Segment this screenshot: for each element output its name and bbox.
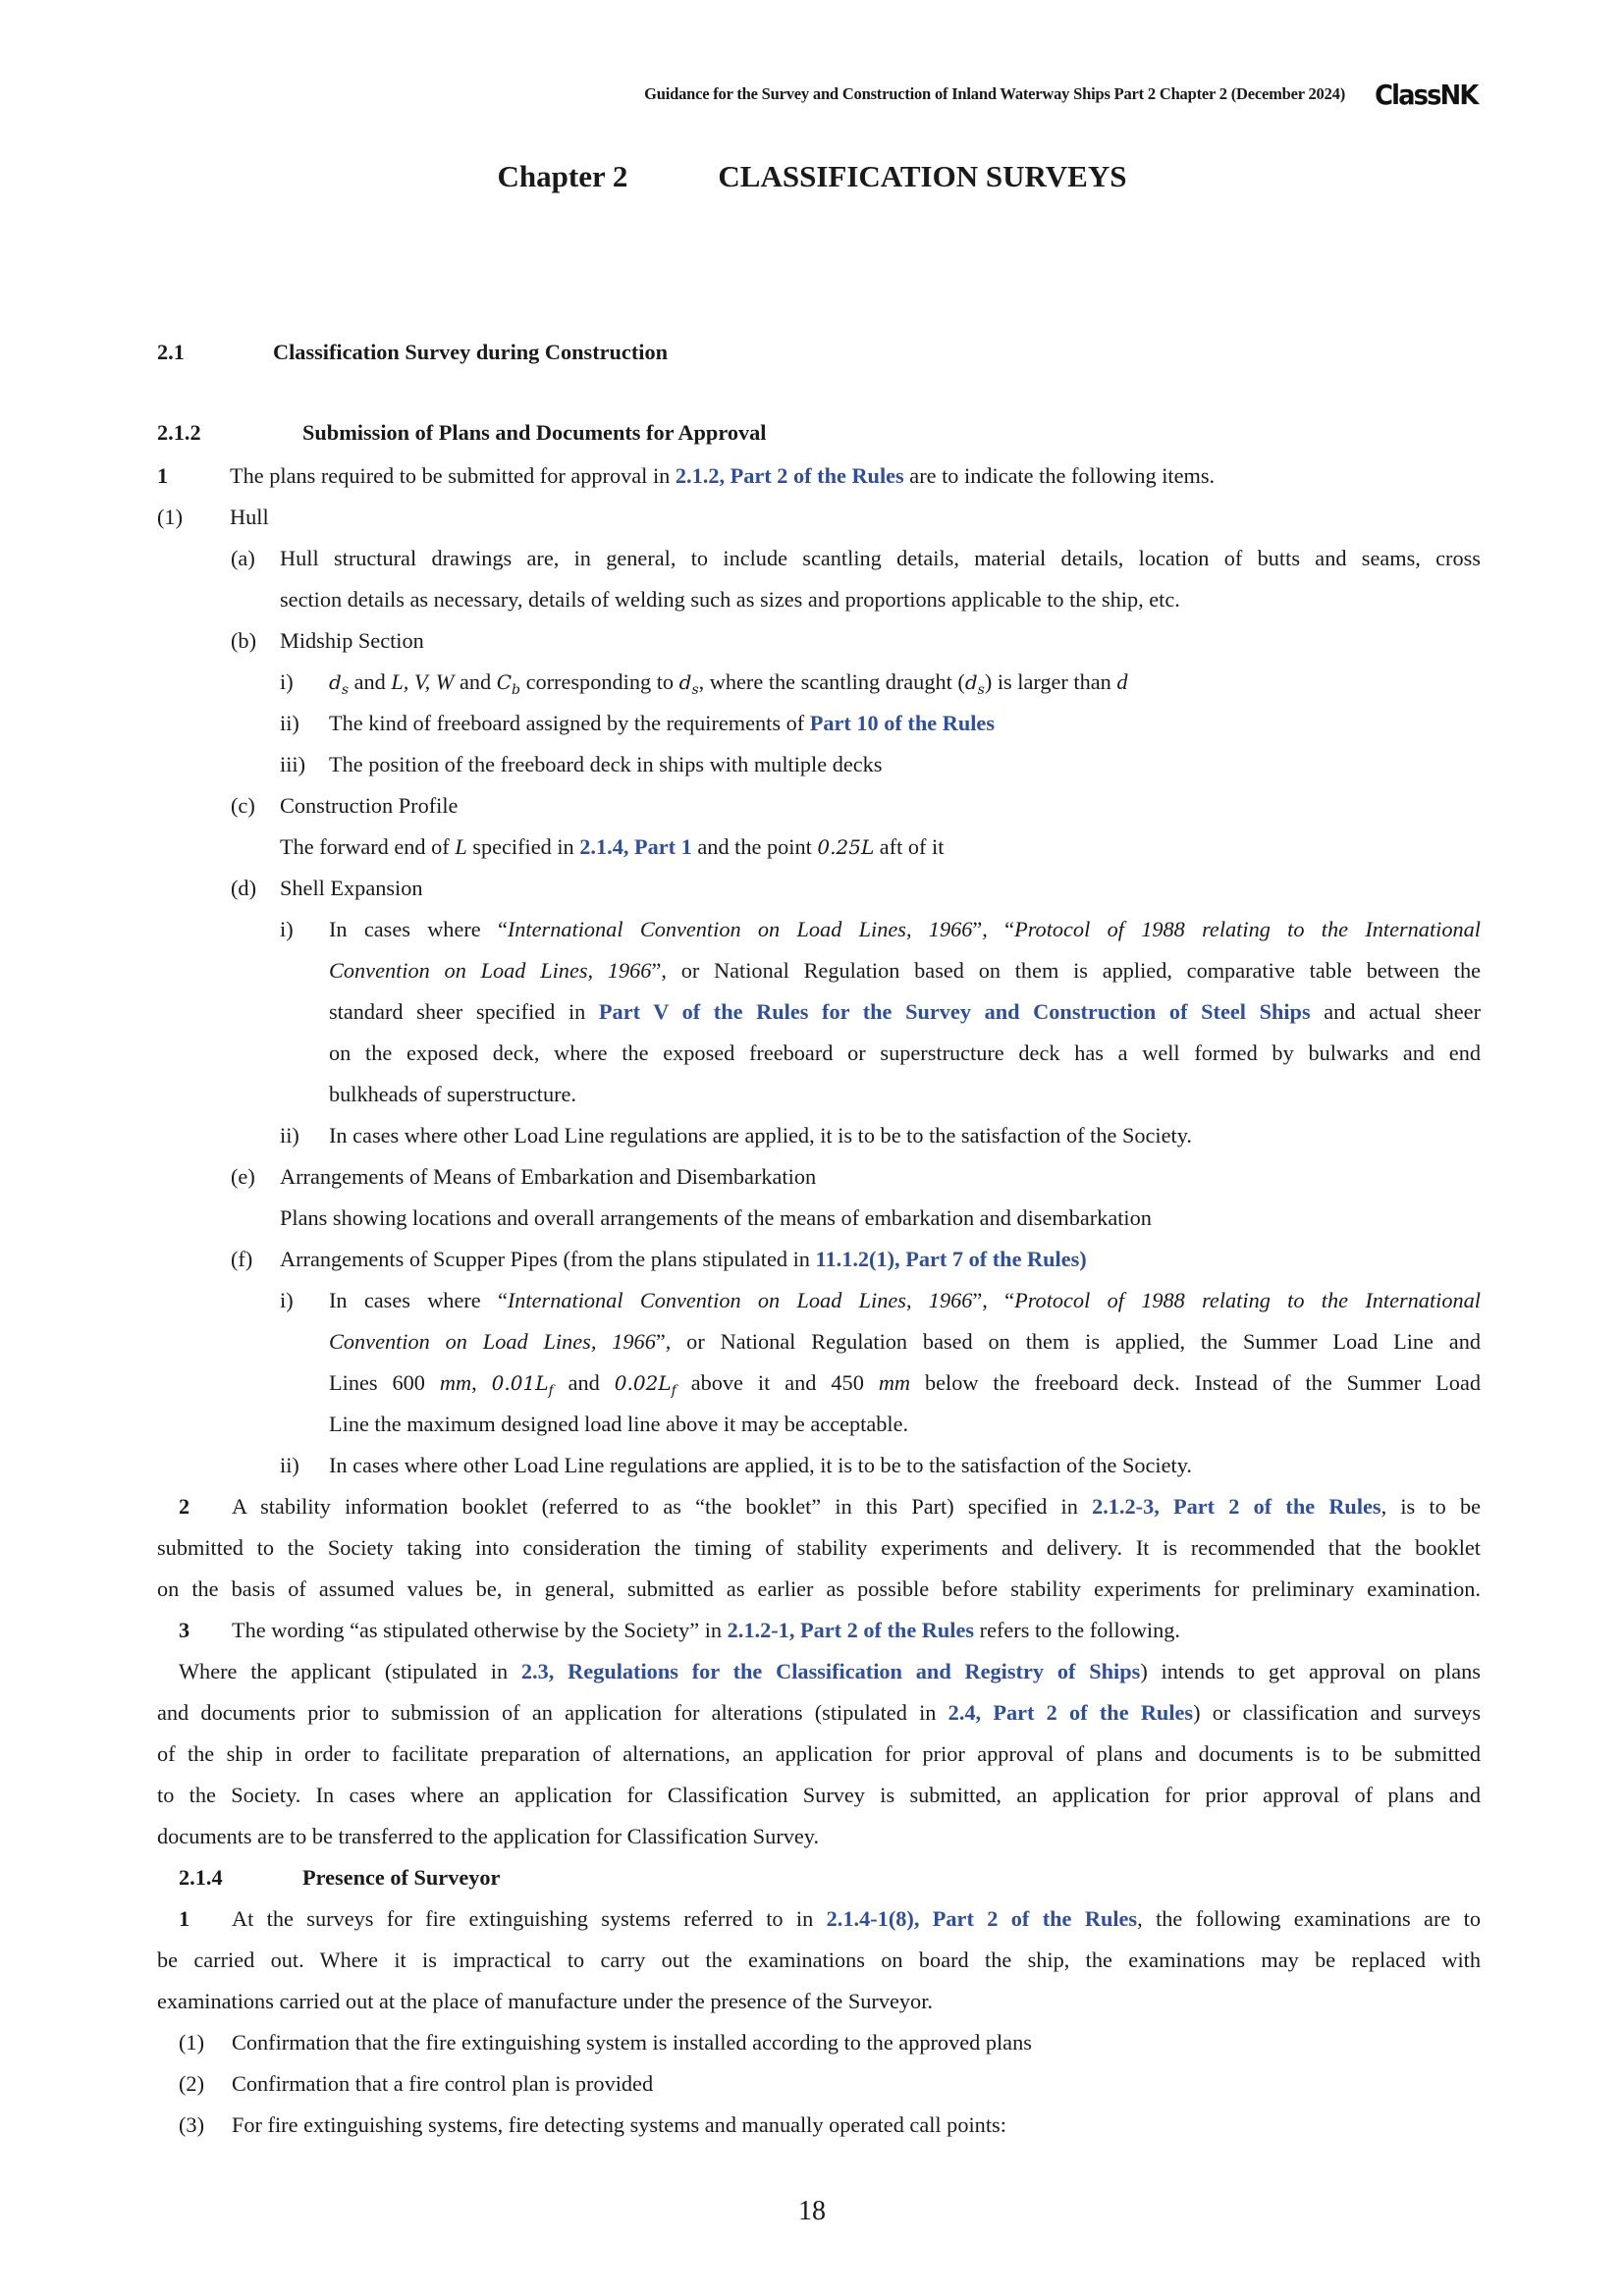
section-heading-2-1-2	[157, 412, 1481, 454]
rule-link[interactable]: 2.1.2-1, Part 2 of the Rules	[727, 1618, 975, 1642]
paragraph-text: of the ship in order to facilitate preparation of alternations, an application for prior approval of plans and documents is to be submitted	[157, 1741, 1481, 1766]
item-number: (a)	[231, 546, 255, 570]
paragraph-2-cont	[157, 1527, 1481, 1569]
paragraph-number: 3	[179, 1618, 190, 1642]
item-d-ii	[157, 1115, 1481, 1156]
math-d: d	[1116, 669, 1128, 694]
running-header	[412, 80, 1483, 116]
list-item	[157, 2063, 1481, 2105]
rule-link[interactable]: 2.4, Part 2 of the Rules	[947, 1700, 1194, 1725]
item-f	[157, 1239, 1481, 1280]
item-f-i-cont	[157, 1404, 1481, 1445]
item-number: i)	[280, 1288, 294, 1312]
item-f-i-cont	[157, 1321, 1481, 1362]
item-number: (2)	[179, 2071, 204, 2096]
rule-link[interactable]: 2.3, Regulations for the Classification and Registry of Ships	[520, 1659, 1141, 1683]
paragraph-3-cont	[157, 1692, 1481, 1734]
paragraph-3-cont	[157, 1734, 1481, 1775]
math-ds: $d_s$	[329, 670, 349, 698]
item-e-text	[157, 1198, 1481, 1239]
unit-mm: mm	[878, 1370, 911, 1395]
text: ,	[471, 1370, 492, 1395]
convention-title: Convention on Load Lines, 1966	[329, 958, 652, 983]
unit-mm: mm	[439, 1370, 472, 1395]
item-number: i)	[280, 917, 294, 941]
item-text: In cases where other Load Line regulations are applied, it is to be to the satisfaction of the Society.	[329, 1453, 1192, 1477]
paragraph-text: to the Society. In cases where an application for Classification Survey is submitted, an application for prior approval of plans and	[157, 1783, 1481, 1807]
item-b-i	[157, 662, 1481, 703]
text: The plans required to be submitted for approval in	[230, 463, 676, 488]
rule-link[interactable]: 2.1.4-1(8), Part 2 of the Rules	[826, 1906, 1138, 1931]
paragraph-text: submitted to the Society taking into consideration the timing of stability experiments and delivery. It is recommended that the booklet	[157, 1535, 1481, 1560]
item-text: Confirmation that a fire control plan is provided	[232, 2071, 654, 2096]
item-a	[157, 538, 1481, 579]
text: Lines 600	[329, 1370, 440, 1395]
text: In cases where “	[329, 917, 508, 941]
item-a-cont	[157, 579, 1481, 620]
text: , the following examinations are to	[1137, 1906, 1481, 1931]
math-ds: $d_s$	[964, 670, 985, 698]
text: above it and 450	[676, 1370, 879, 1395]
item-number: (1)	[179, 2030, 204, 2055]
item-b-ii	[157, 703, 1481, 744]
text: and	[553, 1370, 615, 1395]
item-number: (3)	[179, 2112, 204, 2137]
text: and	[454, 669, 497, 694]
item-e	[157, 1156, 1481, 1198]
math-lvw: L, V, W	[391, 669, 455, 694]
item-c	[157, 785, 1481, 827]
paragraph-3-cont	[157, 1816, 1481, 1857]
item-number: i)	[280, 669, 294, 694]
text: refers to the following.	[974, 1618, 1180, 1642]
paragraph-cont	[157, 1940, 1481, 1981]
section-heading-2-1-4	[157, 1857, 1481, 1898]
convention-title: International Convention on Load Lines, 1966	[507, 917, 973, 941]
chapter-number: Chapter 2	[497, 159, 628, 193]
text: and actual sheer	[1310, 999, 1481, 1024]
list-item	[157, 2022, 1481, 2063]
item-number: (e)	[231, 1164, 255, 1189]
protocol-title: Protocol of 1988 relating to the International	[1014, 1288, 1481, 1312]
paragraph-2	[157, 1486, 1481, 1527]
text: The forward end of	[280, 834, 456, 859]
convention-title: Convention on Load Lines, 1966	[329, 1329, 656, 1354]
text: The kind of freeboard assigned by the requirements of	[329, 711, 810, 735]
rule-link[interactable]: 2.1.2, Part 2 of the Rules	[675, 463, 904, 488]
item-f-i	[157, 1280, 1481, 1321]
rule-link[interactable]: 2.1.2-3, Part 2 of the Rules	[1092, 1494, 1381, 1519]
paragraph-cont	[157, 1981, 1481, 2022]
text: aft of it	[874, 834, 945, 859]
text: ”, or National Regulation based on them is applied, the Summer Load Line and	[655, 1329, 1481, 1354]
rule-link[interactable]: Part V of the Rules for the Survey and Construction of Steel Ships	[598, 999, 1311, 1024]
section-number: 2.1.2	[157, 420, 201, 445]
text: ”, “	[972, 917, 1015, 941]
item-number: ii)	[280, 711, 299, 735]
math-value: 0.25L	[817, 835, 875, 859]
protocol-title: Protocol of 1988 relating to the International	[1014, 917, 1481, 941]
chapter-title	[0, 159, 1624, 194]
paragraph-number: 1	[179, 1906, 190, 1931]
item-number: (b)	[231, 628, 256, 653]
item-number: (d)	[231, 876, 256, 900]
item-text: Plans showing locations and overall arrangements of the means of embarkation and disembarkation	[280, 1205, 1152, 1230]
paragraph-3-cont	[157, 1775, 1481, 1816]
item-number: (c)	[231, 793, 255, 818]
item-text: section details as necessary, details of welding such as sizes and proportions applicable to the ship, etc.	[280, 587, 1180, 612]
item-d-i-cont	[157, 991, 1481, 1033]
paragraph-2-cont	[157, 1569, 1481, 1610]
item-label: Hull	[230, 505, 269, 529]
section-number: 2.1.4	[179, 1865, 223, 1890]
item-number: iii)	[280, 752, 306, 776]
text: ”, “	[972, 1288, 1015, 1312]
paragraph-3-body	[157, 1651, 1481, 1692]
paragraph-3	[157, 1610, 1481, 1651]
rule-link[interactable]: 2.1.4, Part 1	[579, 834, 692, 859]
item-d	[157, 868, 1481, 909]
item-c-text	[157, 827, 1481, 868]
rule-link[interactable]: Part 10 of the Rules	[809, 711, 995, 735]
paragraph-text: be carried out. Where it is impractical to carry out the examinations on board the ship, the examinations may be replaced with	[157, 1948, 1481, 1972]
item-number: (f)	[231, 1247, 253, 1271]
paragraph-number: 2	[179, 1494, 190, 1519]
paragraph-text: on the basis of assumed values be, in general, submitted as earlier as possible before stability experiments for preliminary examination.	[157, 1576, 1481, 1601]
item-hull	[157, 497, 1481, 538]
text: below the freeboard deck. Instead of the Summer Load	[910, 1370, 1481, 1395]
text: and documents prior to submission of an application for alterations (stipulated in	[157, 1700, 948, 1725]
math-value: $0.02L_f$	[614, 1371, 677, 1399]
item-text: The position of the freeboard deck in ships with multiple decks	[329, 752, 883, 776]
text: ”, or National Regulation based on them is applied, comparative table between the	[651, 958, 1481, 983]
text: Arrangements of Scupper Pipes (from the plans stipulated in	[280, 1247, 816, 1271]
item-d-i-cont	[157, 1074, 1481, 1115]
math-L: L	[455, 834, 467, 859]
rule-link[interactable]: 11.1.2(1), Part 7 of the Rules)	[815, 1247, 1087, 1271]
item-label: Midship Section	[280, 628, 424, 653]
item-b-iii	[157, 744, 1481, 785]
item-label: Construction Profile	[280, 793, 459, 818]
item-label: Arrangements of Means of Embarkation and Disembarkation	[280, 1164, 817, 1189]
item-text: on the exposed deck, where the exposed freeboard or superstructure deck has a well formed by bulwarks and end	[329, 1041, 1481, 1065]
math-cb: $C_b$	[496, 670, 520, 698]
text: , is to be	[1380, 1494, 1481, 1519]
classnk-logo: ClassNK	[1375, 79, 1478, 111]
text: standard sheer specified in	[329, 999, 599, 1024]
item-text: Hull structural drawings are, in general, to include scantling details, material details, location of butts and seams, cross	[280, 546, 1481, 570]
running-title: Guidance for the Survey and Construction of Inland Waterway Ships Part 2 Chapter 2 (December 2024)	[644, 84, 1345, 103]
math-value: $0.01L_f$	[491, 1371, 554, 1399]
text: ) is larger than	[984, 669, 1117, 694]
text: , where the scantling draught (	[698, 669, 965, 694]
paragraph-text: documents are to be transferred to the application for Classification Survey.	[157, 1824, 820, 1848]
section-number: 2.1	[157, 340, 185, 364]
paragraph-text: examinations carried out at the place of manufacture under the presence of the Surveyor.	[157, 1989, 933, 2013]
item-text: bulkheads of superstructure.	[329, 1082, 577, 1106]
paragraph-number: 1	[157, 463, 169, 488]
text: At the surveys for fire extinguishing systems referred to in	[232, 1906, 827, 1931]
text: Where the applicant (stipulated in	[179, 1659, 521, 1683]
item-number: (1)	[157, 505, 183, 529]
text: are to indicate the following items.	[903, 463, 1216, 488]
item-b	[157, 620, 1481, 662]
text: In cases where “	[329, 1288, 508, 1312]
section-heading-2-1	[157, 332, 1481, 373]
item-text: Line the maximum designed load line above it may be acceptable.	[329, 1412, 909, 1436]
item-number: ii)	[280, 1453, 299, 1477]
text: specified in	[466, 834, 580, 859]
section-title: Presence of Surveyor	[302, 1865, 501, 1890]
item-number: ii)	[280, 1123, 299, 1148]
text: A stability information booklet (referred to as “the booklet” in this Part) specified in	[232, 1494, 1093, 1519]
list-item	[157, 2105, 1481, 2146]
item-f-i-cont	[157, 1362, 1481, 1404]
text: and	[349, 669, 392, 694]
document-body	[157, 332, 1481, 2146]
chapter-name: CLASSIFICATION SURVEYS	[718, 159, 1127, 193]
item-label: Shell Expansion	[280, 876, 423, 900]
item-text: In cases where other Load Line regulations are applied, it is to be to the satisfaction of the Society.	[329, 1123, 1192, 1148]
item-d-i	[157, 909, 1481, 950]
page-number: 18	[798, 2196, 826, 2226]
item-d-i-cont	[157, 1033, 1481, 1074]
text: and the point	[691, 834, 818, 859]
text: The wording “as stipulated otherwise by the Society” in	[232, 1618, 728, 1642]
section-title: Submission of Plans and Documents for Approval	[302, 420, 767, 445]
item-text: Confirmation that the fire extinguishing system is installed according to the approved plans	[232, 2030, 1032, 2055]
text: ) or classification and surveys	[1193, 1700, 1481, 1725]
item-f-ii	[157, 1445, 1481, 1486]
paragraph-2-1-4-1	[157, 1898, 1481, 1940]
item-d-i-cont	[157, 950, 1481, 991]
text: corresponding to	[520, 669, 679, 694]
text: ) intends to get approval on plans	[1140, 1659, 1481, 1683]
paragraph-1	[157, 455, 1481, 497]
item-text: For fire extinguishing systems, fire detecting systems and manually operated call points:	[232, 2112, 1006, 2137]
section-title: Classification Survey during Construction	[273, 340, 668, 364]
convention-title: International Convention on Load Lines, 1966	[507, 1288, 973, 1312]
math-ds: $d_s$	[678, 670, 699, 698]
